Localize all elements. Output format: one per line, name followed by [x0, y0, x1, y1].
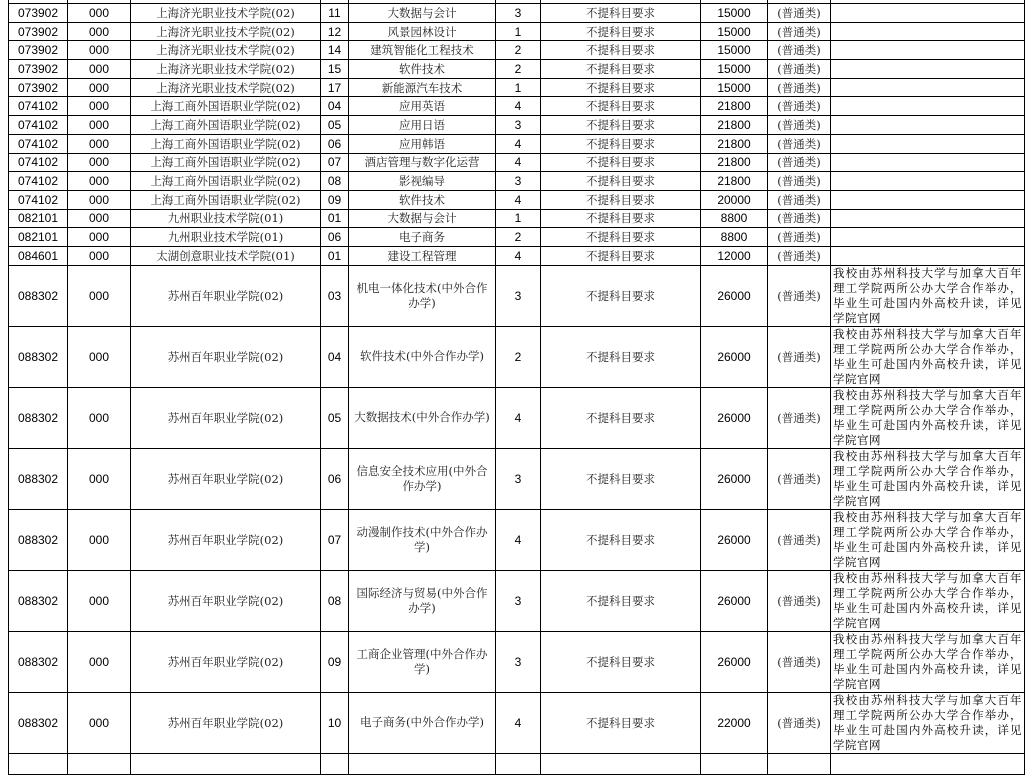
subject-requirement-cell: 不提科目要求: [541, 228, 701, 247]
plan-count-cell: 4: [496, 387, 541, 448]
category-cell: (普通类): [768, 97, 831, 116]
school-name-cell: 苏州百年职业学院(02): [131, 326, 321, 387]
major-name-cell: 应用英语: [349, 97, 496, 116]
group-code-cell: 000: [68, 692, 131, 753]
remark-cell: [831, 190, 1025, 209]
table-row: [9, 60, 1025, 79]
tuition-cell: 20000: [701, 190, 768, 209]
tuition-cell: 15000: [701, 78, 768, 97]
major-code-cell: 14: [321, 41, 349, 60]
major-name-cell: 电子商务: [349, 228, 496, 247]
subject-requirement-cell: 不提科目要求: [541, 387, 701, 448]
major-code-cell: 05: [321, 387, 349, 448]
school-code-cell: 073902: [9, 22, 68, 41]
remark-cell: [831, 228, 1025, 247]
school-name-cell: 苏州百年职业学院(02): [131, 570, 321, 631]
remark-cell: [831, 60, 1025, 79]
category-cell: (普通类): [768, 265, 831, 326]
school-code-cell: 088302: [9, 692, 68, 753]
school-code-cell: 073902: [9, 60, 68, 79]
major-name-cell: 风景园林设计: [349, 22, 496, 41]
plan-count-cell: 4: [496, 134, 541, 153]
school-name-cell: 苏州百年职业学院(02): [131, 509, 321, 570]
school-code-cell: 088302: [9, 326, 68, 387]
subject-requirement-cell: 不提科目要求: [541, 326, 701, 387]
school-name-cell: 上海工商外国语职业学院(02): [131, 172, 321, 191]
tuition-cell: 15000: [701, 22, 768, 41]
major-code-cell: 11: [321, 4, 349, 23]
major-name-cell: 软件技术: [349, 190, 496, 209]
table-row: [9, 134, 1025, 153]
category-cell: (普通类): [768, 570, 831, 631]
remark-cell: [831, 4, 1025, 23]
school-name-cell: 上海济光职业技术学院(02): [131, 78, 321, 97]
table-row: [9, 570, 1025, 631]
major-code-cell: 04: [321, 326, 349, 387]
subject-requirement-cell: 不提科目要求: [541, 22, 701, 41]
major-name-cell: 酒店管理与数字化运营: [349, 153, 496, 172]
table-row: [9, 22, 1025, 41]
major-name-cell: 影视编导: [349, 172, 496, 191]
plan-count-cell: 4: [496, 692, 541, 753]
major-code-cell: 09: [321, 631, 349, 692]
group-code-cell: 000: [68, 228, 131, 247]
school-name-cell: 苏州百年职业学院(02): [131, 692, 321, 753]
remark-cell: [831, 22, 1025, 41]
plan-count-cell: 2: [496, 60, 541, 79]
category-cell: (普通类): [768, 448, 831, 509]
group-code-cell: 000: [68, 246, 131, 265]
plan-count-cell: 3: [496, 631, 541, 692]
table-row: [9, 387, 1025, 448]
school-name-cell: 苏州百年职业学院(02): [131, 631, 321, 692]
major-name-cell: 国际经济与贸易(中外合作办学): [349, 570, 496, 631]
category-cell: (普通类): [768, 631, 831, 692]
school-code-cell: [9, 753, 68, 774]
major-name-cell: 动漫制作技术(中外合作办学): [349, 509, 496, 570]
category-cell: (普通类): [768, 190, 831, 209]
table-row: [9, 116, 1025, 135]
major-name-cell: 大数据与会计: [349, 4, 496, 23]
tuition-cell: 15000: [701, 41, 768, 60]
table-row: [9, 97, 1025, 116]
major-code-cell: 15: [321, 60, 349, 79]
tuition-cell: 21800: [701, 153, 768, 172]
school-code-cell: 088302: [9, 631, 68, 692]
tuition-cell: 21800: [701, 116, 768, 135]
plan-count-cell: 4: [496, 509, 541, 570]
subject-requirement-cell: 不提科目要求: [541, 78, 701, 97]
major-code-cell: 12: [321, 22, 349, 41]
tuition-cell: 15000: [701, 4, 768, 23]
plan-count-cell: 3: [496, 172, 541, 191]
table-row: [9, 228, 1025, 247]
school-code-cell: 074102: [9, 116, 68, 135]
major-name-cell: 机电一体化技术(中外合作办学): [349, 265, 496, 326]
category-cell: (普通类): [768, 172, 831, 191]
category-cell: (普通类): [768, 60, 831, 79]
school-code-cell: 084601: [9, 246, 68, 265]
major-code-cell: 03: [321, 265, 349, 326]
school-name-cell: 上海工商外国语职业学院(02): [131, 97, 321, 116]
major-code-cell: 01: [321, 209, 349, 228]
remark-cell: 我校由苏州科技大学与加拿大百年理工学院两所公办大学合作举办，毕业生可赴国内外高校升读，详见学院官网: [831, 692, 1025, 753]
group-code-cell: 000: [68, 570, 131, 631]
tuition-cell: 22000: [701, 692, 768, 753]
school-code-cell: 074102: [9, 190, 68, 209]
table-row: [9, 326, 1025, 387]
subject-requirement-cell: 不提科目要求: [541, 692, 701, 753]
subject-requirement-cell: 不提科目要求: [541, 153, 701, 172]
table-row: [9, 190, 1025, 209]
major-name-cell: 大数据技术(中外合作办学): [349, 387, 496, 448]
major-code-cell: 10: [321, 692, 349, 753]
group-code-cell: 000: [68, 153, 131, 172]
group-code-cell: 000: [68, 509, 131, 570]
major-code-cell: 07: [321, 509, 349, 570]
subject-requirement-cell: 不提科目要求: [541, 246, 701, 265]
subject-requirement-cell: 不提科目要求: [541, 570, 701, 631]
remark-cell: [831, 41, 1025, 60]
school-code-cell: 073902: [9, 41, 68, 60]
table-row-partial: [9, 753, 1025, 774]
table-row: [9, 78, 1025, 97]
remark-cell: 我校由苏州科技大学与加拿大百年理工学院两所公办大学合作举办，毕业生可赴国内外高校升读，详见学院官网: [831, 326, 1025, 387]
school-name-cell: 太湖创意职业技术学院(01): [131, 246, 321, 265]
school-name-cell: 上海工商外国语职业学院(02): [131, 116, 321, 135]
subject-requirement-cell: 不提科目要求: [541, 97, 701, 116]
remark-cell: 我校由苏州科技大学与加拿大百年理工学院两所公办大学合作举办，毕业生可赴国内外高校升读，详见学院官网: [831, 448, 1025, 509]
group-code-cell: 000: [68, 78, 131, 97]
category-cell: (普通类): [768, 509, 831, 570]
major-code-cell: 05: [321, 116, 349, 135]
school-code-cell: 074102: [9, 97, 68, 116]
plan-count-cell: 3: [496, 448, 541, 509]
plan-count-cell: 1: [496, 22, 541, 41]
school-name-cell: 上海济光职业技术学院(02): [131, 60, 321, 79]
table-row: [9, 172, 1025, 191]
school-name-cell: 九州职业技术学院(01): [131, 228, 321, 247]
subject-requirement-cell: 不提科目要求: [541, 190, 701, 209]
major-name-cell: 软件技术(中外合作办学): [349, 326, 496, 387]
tuition-cell: 21800: [701, 172, 768, 191]
school-code-cell: 088302: [9, 570, 68, 631]
plan-count-cell: 3: [496, 265, 541, 326]
group-code-cell: 000: [68, 116, 131, 135]
table-row: [9, 631, 1025, 692]
major-name-cell: 应用日语: [349, 116, 496, 135]
tuition-cell: 8800: [701, 228, 768, 247]
remark-cell: [831, 153, 1025, 172]
plan-count-cell: 2: [496, 326, 541, 387]
category-cell: (普通类): [768, 246, 831, 265]
major-name-cell: 大数据与会计: [349, 209, 496, 228]
table-row: [9, 509, 1025, 570]
remark-cell: 我校由苏州科技大学与加拿大百年理工学院两所公办大学合作举办，毕业生可赴国内外高校升读，详见学院官网: [831, 570, 1025, 631]
school-code-cell: 088302: [9, 509, 68, 570]
plan-count-cell: 3: [496, 116, 541, 135]
category-cell: [768, 753, 831, 774]
major-name-cell: 软件技术: [349, 60, 496, 79]
remark-cell: [831, 97, 1025, 116]
category-cell: (普通类): [768, 326, 831, 387]
subject-requirement-cell: 不提科目要求: [541, 509, 701, 570]
major-code-cell: 17: [321, 78, 349, 97]
category-cell: (普通类): [768, 387, 831, 448]
school-code-cell: 074102: [9, 134, 68, 153]
subject-requirement-cell: 不提科目要求: [541, 448, 701, 509]
subject-requirement-cell: 不提科目要求: [541, 265, 701, 326]
school-name-cell: 上海济光职业技术学院(02): [131, 22, 321, 41]
tuition-cell: 26000: [701, 631, 768, 692]
major-name-cell: 工商企业管理(中外合作办学): [349, 631, 496, 692]
remark-cell: [831, 134, 1025, 153]
remark-cell: [831, 246, 1025, 265]
tuition-cell: 8800: [701, 209, 768, 228]
remark-cell: 我校由苏州科技大学与加拿大百年理工学院两所公办大学合作举办，毕业生可赴国内外高校升读，详见学院官网: [831, 509, 1025, 570]
subject-requirement-cell: 不提科目要求: [541, 209, 701, 228]
school-name-cell: 苏州百年职业学院(02): [131, 265, 321, 326]
table-row: [9, 448, 1025, 509]
school-name-cell: 上海工商外国语职业学院(02): [131, 134, 321, 153]
major-code-cell: 06: [321, 134, 349, 153]
remark-cell: [831, 753, 1025, 774]
plan-count-cell: 4: [496, 190, 541, 209]
plan-count-cell: 4: [496, 153, 541, 172]
major-code-cell: 04: [321, 97, 349, 116]
plan-count-cell: 2: [496, 228, 541, 247]
school-code-cell: 082101: [9, 228, 68, 247]
admission-plan-table: [8, 0, 1025, 775]
group-code-cell: 000: [68, 172, 131, 191]
school-name-cell: [131, 753, 321, 774]
remark-cell: 我校由苏州科技大学与加拿大百年理工学院两所公办大学合作举办，毕业生可赴国内外高校升读，详见学院官网: [831, 387, 1025, 448]
table-row: [9, 246, 1025, 265]
major-name-cell: 建设工程管理: [349, 246, 496, 265]
tuition-cell: 26000: [701, 448, 768, 509]
tuition-cell: 26000: [701, 387, 768, 448]
tuition-cell: 26000: [701, 265, 768, 326]
group-code-cell: 000: [68, 448, 131, 509]
major-name-cell: 应用韩语: [349, 134, 496, 153]
major-code-cell: 09: [321, 190, 349, 209]
remark-cell: 我校由苏州科技大学与加拿大百年理工学院两所公办大学合作举办，毕业生可赴国内外高校升读，详见学院官网: [831, 265, 1025, 326]
table-row: [9, 153, 1025, 172]
subject-requirement-cell: 不提科目要求: [541, 172, 701, 191]
group-code-cell: 000: [68, 190, 131, 209]
category-cell: (普通类): [768, 228, 831, 247]
table-row: [9, 692, 1025, 753]
remark-cell: 我校由苏州科技大学与加拿大百年理工学院两所公办大学合作举办，毕业生可赴国内外高校升读，详见学院官网: [831, 631, 1025, 692]
category-cell: (普通类): [768, 22, 831, 41]
major-code-cell: 08: [321, 172, 349, 191]
category-cell: (普通类): [768, 41, 831, 60]
group-code-cell: 000: [68, 97, 131, 116]
group-code-cell: 000: [68, 22, 131, 41]
plan-count-cell: 4: [496, 246, 541, 265]
school-code-cell: 088302: [9, 265, 68, 326]
subject-requirement-cell: 不提科目要求: [541, 60, 701, 79]
major-name-cell: 电子商务(中外合作办学): [349, 692, 496, 753]
remark-cell: [831, 116, 1025, 135]
table-row: [9, 41, 1025, 60]
tuition-cell: 26000: [701, 509, 768, 570]
group-code-cell: 000: [68, 387, 131, 448]
plan-count-cell: 3: [496, 4, 541, 23]
plan-count-cell: 4: [496, 97, 541, 116]
category-cell: (普通类): [768, 4, 831, 23]
plan-count-cell: 1: [496, 209, 541, 228]
major-code-cell: [321, 753, 349, 774]
table-row: [9, 209, 1025, 228]
plan-count-cell: [496, 753, 541, 774]
major-code-cell: 06: [321, 228, 349, 247]
major-name-cell: 新能源汽车技术: [349, 78, 496, 97]
major-name-cell: 建筑智能化工程技术: [349, 41, 496, 60]
remark-cell: [831, 78, 1025, 97]
major-name-cell: 信息安全技术应用(中外合作办学): [349, 448, 496, 509]
school-code-cell: 074102: [9, 172, 68, 191]
subject-requirement-cell: 不提科目要求: [541, 134, 701, 153]
category-cell: (普通类): [768, 78, 831, 97]
tuition-cell: [701, 753, 768, 774]
category-cell: (普通类): [768, 116, 831, 135]
plan-count-cell: 1: [496, 78, 541, 97]
school-code-cell: 082101: [9, 209, 68, 228]
subject-requirement-cell: 不提科目要求: [541, 631, 701, 692]
school-code-cell: 088302: [9, 448, 68, 509]
major-code-cell: 07: [321, 153, 349, 172]
group-code-cell: 000: [68, 326, 131, 387]
tuition-cell: 21800: [701, 134, 768, 153]
group-code-cell: 000: [68, 134, 131, 153]
school-code-cell: 073902: [9, 4, 68, 23]
major-code-cell: 06: [321, 448, 349, 509]
group-code-cell: 000: [68, 631, 131, 692]
tuition-cell: 26000: [701, 326, 768, 387]
group-code-cell: 000: [68, 209, 131, 228]
tuition-cell: 26000: [701, 570, 768, 631]
table-row: [9, 4, 1025, 23]
group-code-cell: 000: [68, 60, 131, 79]
major-name-cell: [349, 753, 496, 774]
school-name-cell: 苏州百年职业学院(02): [131, 387, 321, 448]
school-name-cell: 苏州百年职业学院(02): [131, 448, 321, 509]
category-cell: (普通类): [768, 134, 831, 153]
subject-requirement-cell: [541, 753, 701, 774]
table-row: [9, 265, 1025, 326]
major-code-cell: 08: [321, 570, 349, 631]
school-name-cell: 九州职业技术学院(01): [131, 209, 321, 228]
subject-requirement-cell: 不提科目要求: [541, 41, 701, 60]
subject-requirement-cell: 不提科目要求: [541, 4, 701, 23]
plan-count-cell: 3: [496, 570, 541, 631]
group-code-cell: [68, 753, 131, 774]
school-name-cell: 上海工商外国语职业学院(02): [131, 190, 321, 209]
school-code-cell: 088302: [9, 387, 68, 448]
school-name-cell: 上海工商外国语职业学院(02): [131, 153, 321, 172]
school-code-cell: 073902: [9, 78, 68, 97]
school-name-cell: 上海济光职业技术学院(02): [131, 4, 321, 23]
group-code-cell: 000: [68, 4, 131, 23]
subject-requirement-cell: 不提科目要求: [541, 116, 701, 135]
remark-cell: [831, 209, 1025, 228]
tuition-cell: 15000: [701, 60, 768, 79]
plan-count-cell: 2: [496, 41, 541, 60]
remark-cell: [831, 172, 1025, 191]
tuition-cell: 12000: [701, 246, 768, 265]
category-cell: (普通类): [768, 153, 831, 172]
major-code-cell: 01: [321, 246, 349, 265]
school-code-cell: 074102: [9, 153, 68, 172]
group-code-cell: 000: [68, 41, 131, 60]
group-code-cell: 000: [68, 265, 131, 326]
category-cell: (普通类): [768, 692, 831, 753]
category-cell: (普通类): [768, 209, 831, 228]
tuition-cell: 21800: [701, 97, 768, 116]
school-name-cell: 上海济光职业技术学院(02): [131, 41, 321, 60]
